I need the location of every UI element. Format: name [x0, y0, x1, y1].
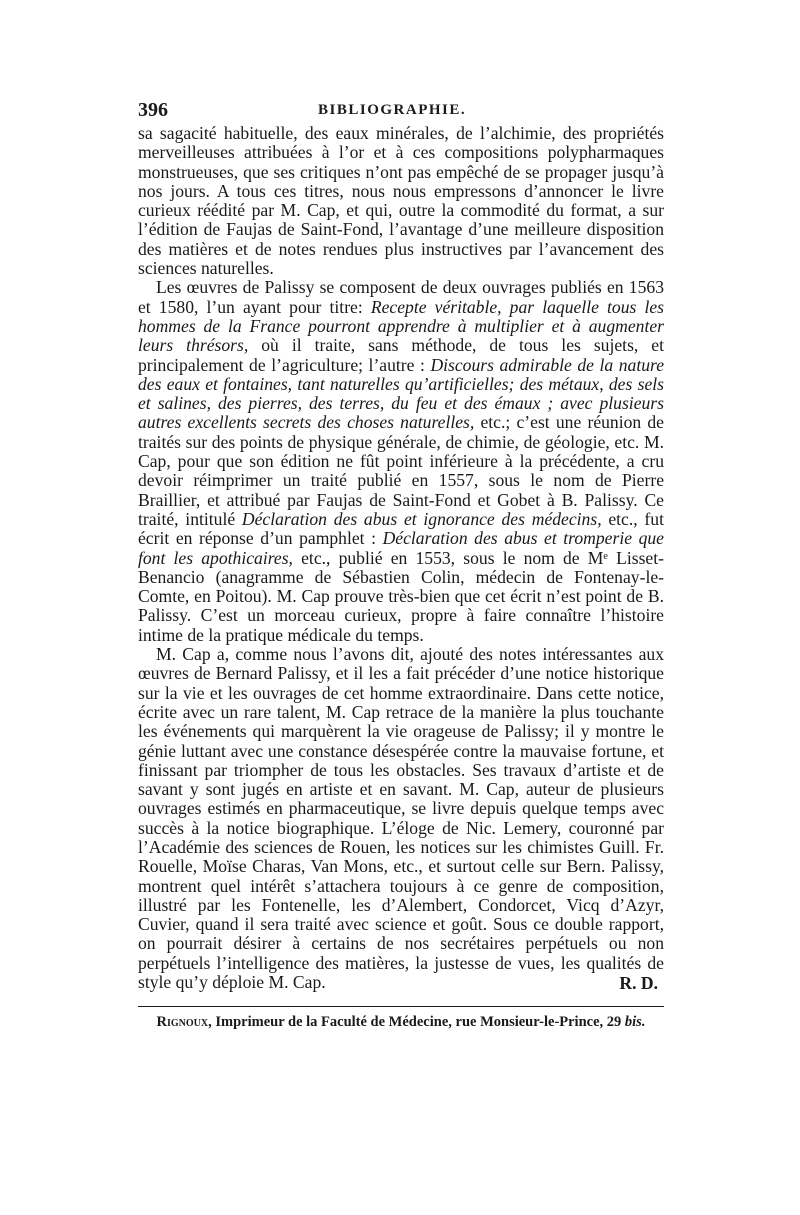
paragraph-text: sa sagacité habituelle, des eaux minérales, de l’alchimie, des propriétés merveilleuses attribuées à l’or et à ces compositions polypharmaques monstrueuses, que ses critiques n’ont pas empêché de se propager jusqu’à nos jours. A tous ces titres, nous nous empressons d’annoncer le livre curieux réédité par M. Cap, et qui, outre la commodité du format, a sur l’édition de Faujas de Saint-Fond, l’avantage d’une meilleure disposition des matières et de notes rendues plus instructives par l’avancement des sciences naturelles.	[138, 123, 664, 279]
paragraph-text: etc., fut écrit en réponse d’un pamphlet :	[138, 508, 664, 549]
body-paragraph	[138, 278, 664, 645]
body-text	[138, 124, 664, 992]
signature: R. D.	[619, 973, 658, 993]
footer-rule	[138, 1006, 664, 1007]
body-paragraph	[138, 645, 664, 992]
printer-imprint	[138, 1012, 664, 1032]
imprint-text: Imprimeur de la Faculté de Médecine, rue Monsieur-le-Prince, 29	[211, 1014, 625, 1030]
paragraph-text: où il traite, sans méthode, de tous les sujets, et principalement de l’agriculture; l’autre :	[138, 335, 664, 375]
paragraph-text: etc., publié en 1553, sous le nom de Mᵉ Lisset-Benancio (anagramme de Sébastien Colin, médecin de Fontenay-le-Comte, en Poitou). M. Cap prouve très-bien que cet écrit n’est point de B. Palissy. C’est un morceau curieux, propre à faire connaître l’histoire intime de la pratique médicale du temps.	[138, 547, 664, 645]
italic-title-text: Discours admirable de la nature des eaux et fontaines, tant naturelles qu’artificielles; des métaux, des sels et salines, des pierres, des terres, du feu et des émaux ; avec plusieurs autres excellents secrets des choses naturelles,	[138, 354, 665, 433]
imprint-bis: bis.	[624, 1014, 646, 1030]
running-title: BIBLIOGRAPHIE.	[318, 102, 467, 118]
italic-title-text: Recepte véritable, par laquelle tous les hommes de la France pourront apprendre à multiplier et à augmenter leurs thrésors,	[138, 296, 664, 356]
paragraph-text: etc.; c’est une réunion de traités sur des points de physique générale, de chimie, de géologie, etc. M. Cap, pour que son édition ne fût point inférieure à la précédente, a cru devoir réimprimer un traité publié en 1557, sous le nom de Pierre Braillier, et attribué par Faujas de Saint-Fond et Gobet à B. Palissy. Ce traité, intitulé	[138, 412, 664, 529]
body-paragraph	[138, 124, 664, 278]
italic-title-text: Déclaration des abus et tromperie que font les apothicaires,	[138, 528, 664, 568]
paragraph-text: Les œuvres de Palissy se composent de deux ouvrages publiés en 1563 et 1580, l’un ayant pour titre:	[138, 277, 664, 317]
italic-title-text: Déclaration des abus et ignorance des médecins,	[241, 508, 602, 529]
page-header	[138, 96, 664, 124]
printer-name: Rignoux,	[156, 1014, 212, 1030]
paragraph-text: M. Cap a, comme nous l’avons dit, ajouté des notes intéressantes aux œuvres de Bernard Palissy, et il les a fait précéder d’une notice historique sur la vie et les ouvrages de cet homme extraordinaire. Dans cette notice, écrite avec un rare talent, M. Cap retrace de la manière la plus touchante les événements qui marquèrent la vie orageuse de Palissy; il y montre le génie luttant avec une constance désespérée contre la mauvaise fortune, et finissant par triompher de tous les obstacles. Ses travaux d’artiste et de savant y sont jugés en artiste et en savant. M. Cap, auteur de plusieurs ouvrages estimés en pharmaceutique, se livre depuis quelque temps avec succès à la notice biographique. L’éloge de Nic. Lemery, couronné par l’Académie des sciences de Rouen, les notices sur les chimistes Guill. Fr. Rouelle, Moïse Charas, Van Mons, etc., et surtout celle sur Bern. Palissy, montrent quel intérêt s’attachera toujours à ce genre de composition, illustré par les Fontenelle, les d’Alembert, Condorcet, Vicq d’Azyr, Cuvier, quand il sera traité avec science et goût. Sous ce double rapport, on pourrait désirer à certains de nos secrétaires perpétuels ou non perpétuels l’intelligence des matières, la justesse de vues, les qualités de style qu’y déploie M. Cap.	[138, 644, 664, 993]
page-number: 396	[138, 99, 168, 121]
